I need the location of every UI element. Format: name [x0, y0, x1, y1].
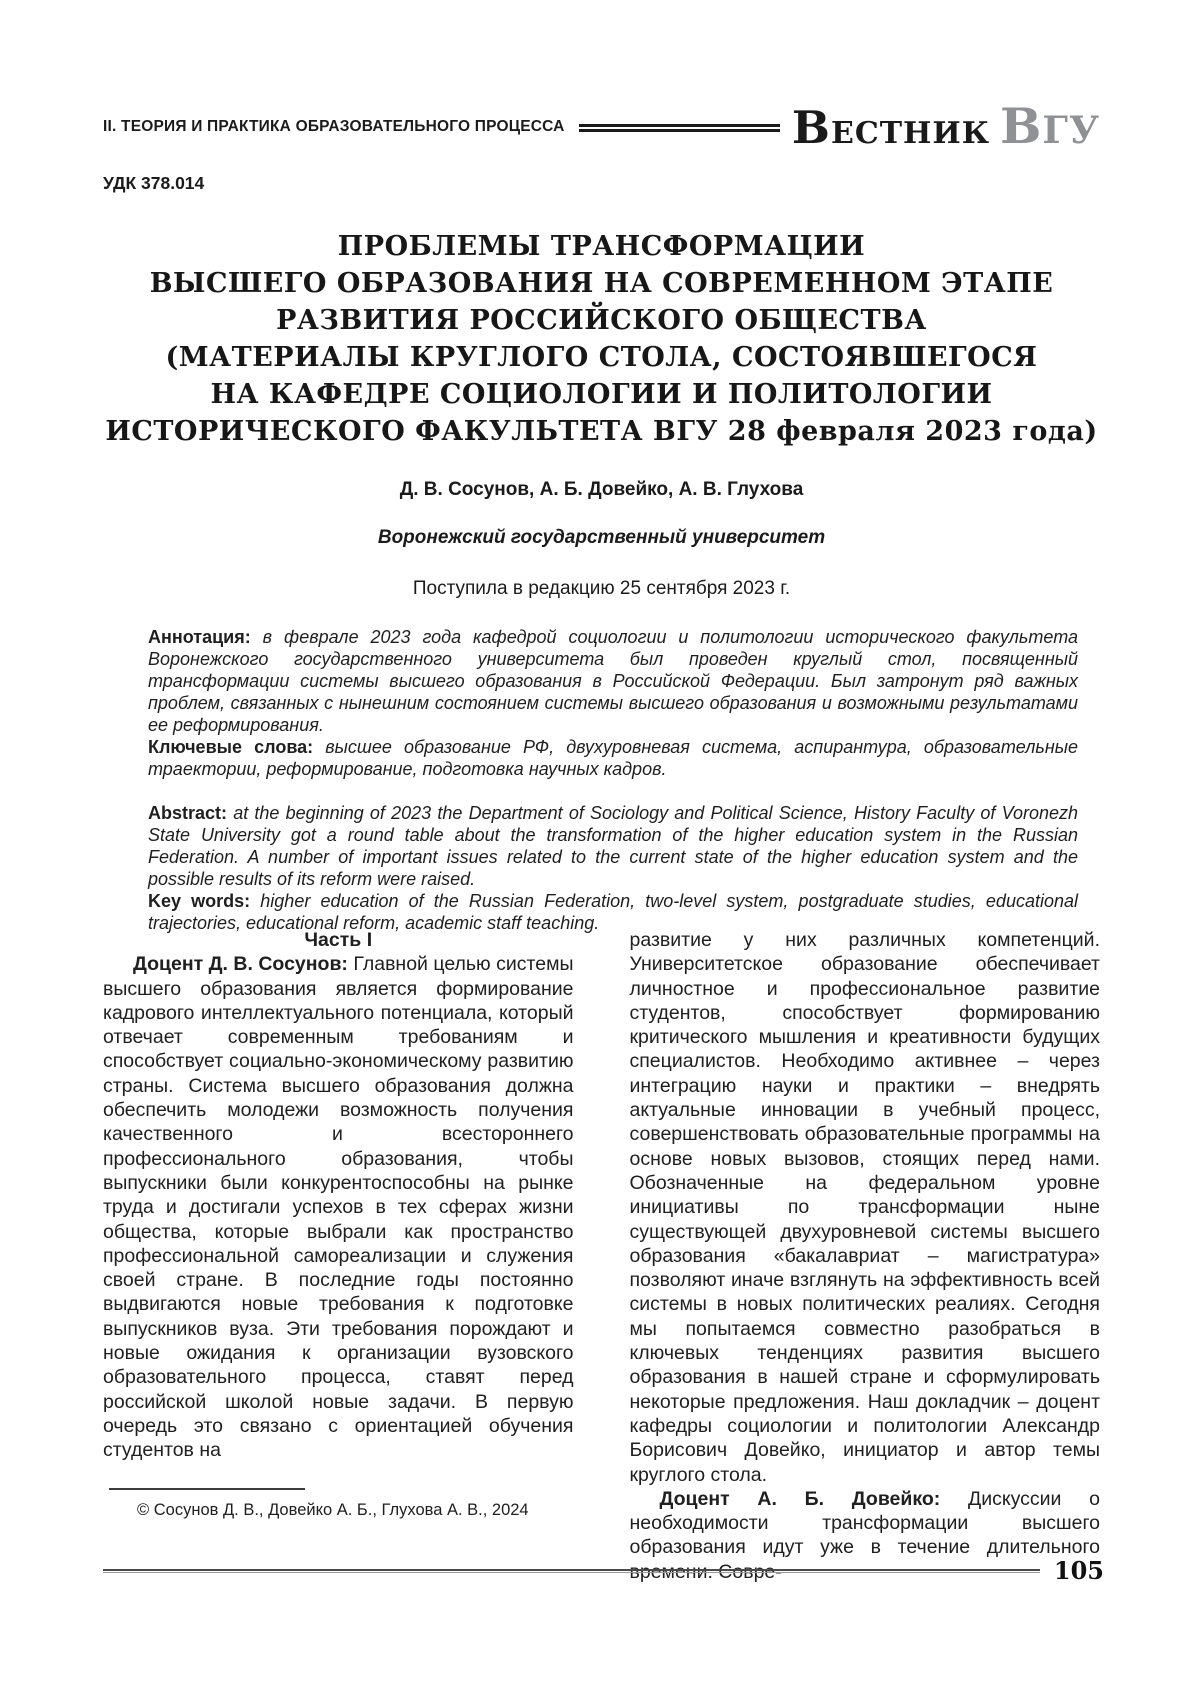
abstract-en-paragraph: [148, 802, 1078, 890]
page-footer: [103, 1556, 1104, 1585]
paragraph-sosunov-text: Главной целью системы высшего образования является формирование кадрового интеллектуального потенциала, который отвечает современным требованиям и способствует социально-экономическому развитию страны. Система высшего образования должна обеспечить молодежи возможность получения качественного и всестороннего профессионального образования, чтобы выпускники были конкурентоспособны на рынке труда и достигали успехов в тех сферах жизни общества, которые выбрали как пространство профессиональной самореализации и служения своей стране. В последние годы постоянно выдвигаются новые требования к подготовке выпускников вуза. Эти требования порождают и новые ожидания к организации вузовского образовательного процесса, ставят перед российской школой новые задачи. В первую очередь это связано с ориентацией обучения студентов на: [103, 953, 574, 1462]
abstract-ru-label: Аннотация:: [148, 627, 251, 647]
authors-line: Д. В. Сосунов, А. Б. Довейко, А. В. Глухова: [399, 479, 804, 500]
keywords-ru-label: Ключевые слова:: [148, 737, 314, 757]
paragraph-doveyko-text: Дискуссии о необходимости трансформации высшего образования идут уже в течение длительного времени. Совре-: [629, 1487, 1100, 1583]
speaker-name-doveyko: Доцент А. Б. Довейко:: [659, 1487, 941, 1510]
header-double-rule: [579, 124, 780, 132]
logo-rest-estnik: ЕСТНИК: [830, 116, 990, 151]
article-title-line: НА КАФЕДРЕ СОЦИОЛОГИИ И ПОЛИТОЛОГИИ: [210, 379, 993, 410]
paragraph-continuation: развитие у них различных компетенций. Университетское образование обеспечивает личностное и профессиональное развитие студентов, способствует формированию критического мышления и креативности будущих специалистов. Необходимо активнее – через интеграцию науки и практики – внедрять актуальные инновации в учебный процесс, совершенствовать образовательные программы на основе новых вызовов, стоящих перед нами. Обозначенные на федеральном уровне инициативы по трансформации ныне существующей двухуровневой системы высшего образования «бакалавриат – магистратура» позволяют иначе взглянуть на эффективность всей системы в новых политических реалиях. Сегодня мы попытаемся совместно разобраться в ключевых тенденциях развития высшего образования в нашей стране и сформулировать некоторые предложения. Наш докладчик – доцент кафедры социологии и политологии Александр Борисович Довейко, инициатор и автор темы круглого стола.: [629, 929, 1100, 1486]
paragraph-sosunov: [103, 952, 574, 1462]
article-title: [103, 228, 1100, 450]
abstract-en-block: [148, 802, 1078, 934]
copyright-note: © Сосунов Д. В., Довейко А. Б., Глухова А. В., 2024: [137, 1500, 529, 1519]
journal-logo-vestnik: [791, 101, 990, 154]
article-title-line: ИСТОРИЧЕСКОГО ФАКУЛЬТЕТА ВГУ 28 февраля 2023 года): [105, 416, 1098, 447]
keywords-en-text: higher education of the Russian Federation, two-level system, postgraduate studies, educational trajectories, educational reform, academic staff teaching.: [148, 891, 1078, 933]
article-title-line: ВЫСШЕГО ОБРАЗОВАНИЯ НА СОВРЕМЕННОМ ЭТАПЕ: [149, 268, 1054, 299]
body-column-left: [103, 928, 574, 1522]
abstract-en-label: Abstract:: [148, 803, 228, 823]
abstract-en-text: at the beginning of 2023 the Department of Sociology and Political Science, History Faculty of Voronezh State University got a round table about the transformation of the higher education system in the Russian Federation. A number of important issues related to the current state of the higher education system and the possible results of its reform were raised.: [148, 803, 1078, 889]
abstract-ru-block: [148, 626, 1078, 780]
abstract-ru-text: в феврале 2023 года кафедрой социологии и политологии исторического факультета Воронежского государственного университета был проведен круглый стол, посвященный трансформации системы высшего образования в Российской Федерации. Был затронут ряд важных проблем, связанных с нынешним состоянием системы высшего образования и возможными результатами ее реформирования.: [148, 627, 1078, 735]
article-title-line: ПРОБЛЕМЫ ТРАНСФОРМАЦИИ: [337, 231, 866, 262]
logo-rest-gu: ГУ: [1042, 108, 1100, 152]
logo-initial-v2: В: [1000, 97, 1043, 155]
copyright-footnote: [103, 1488, 574, 1522]
logo-initial-v1: В: [791, 101, 831, 154]
keywords-ru-paragraph: [148, 736, 1078, 780]
footer-rule: [103, 1569, 1040, 1573]
received-date: Поступила в редакцию 25 сентября 2023 г.: [412, 578, 791, 599]
speaker-name-sosunov: Доцент Д. В. Сосунов:: [133, 953, 348, 976]
journal-logo-vgu: [1000, 97, 1100, 155]
udk-code: УДК 378.014: [103, 173, 205, 193]
page-number: 105: [1053, 1556, 1104, 1585]
footnote-rule: [109, 1488, 305, 1490]
keywords-ru-text: высшее образование РФ, двухуровневая система, аспирантура, образовательные траектории, реформирование, подготовка научных кадров.: [148, 737, 1079, 779]
section-heading: II. ТЕОРИЯ И ПРАКТИКА ОБРАЗОВАТЕЛЬНОГО ПРОЦЕССА: [103, 117, 565, 135]
part-heading: Часть I: [304, 929, 373, 951]
abstract-ru-paragraph: [148, 626, 1078, 736]
keywords-en-label: Key words:: [148, 891, 251, 911]
affiliation-line: Воронежский государственный университет: [377, 527, 826, 548]
article-title-line: (МАТЕРИАЛЫ КРУГЛОГО СТОЛА, СОСТОЯВШЕГОСЯ: [165, 342, 1038, 373]
article-title-line: РАЗВИТИЯ РОССИЙСКОГО ОБЩЕСТВА: [276, 305, 927, 336]
journal-logo: [791, 97, 1100, 155]
running-head: [103, 0, 1100, 155]
